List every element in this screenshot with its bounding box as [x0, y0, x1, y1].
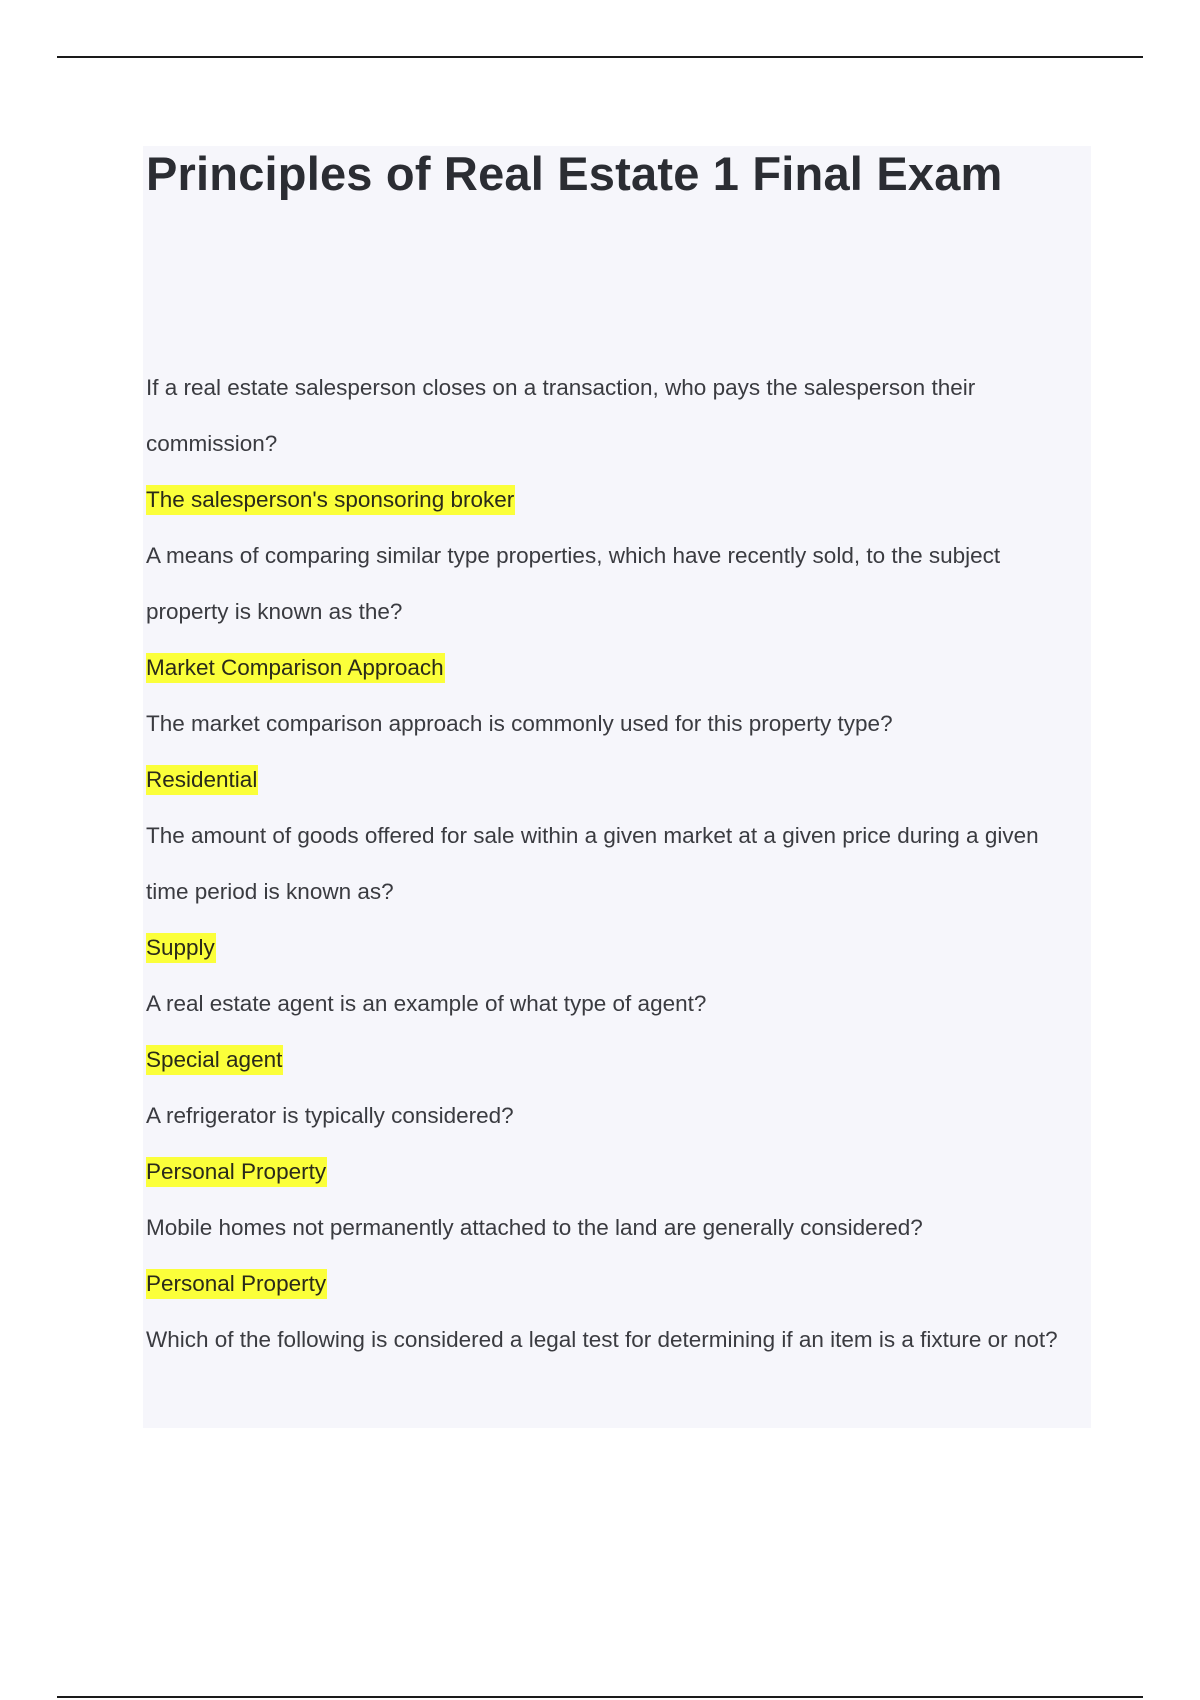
- document-page: [143, 146, 1091, 1428]
- answer-row: [146, 752, 1086, 808]
- question-text: A refrigerator is typically considered?: [146, 1103, 514, 1128]
- page-title: Principles of Real Estate 1 Final Exam: [146, 147, 1003, 200]
- question-text: If a real estate salesperson closes on a transaction, who pays the salesperson their commission?: [146, 375, 976, 456]
- question-text: A means of comparing similar type properties, which have recently sold, to the subject property is known as the?: [146, 543, 1001, 624]
- question-text: The market comparison approach is commonly used for this property type?: [146, 711, 893, 736]
- question-text: A real estate agent is an example of what type of agent?: [146, 991, 707, 1016]
- highlighted-answer: Personal Property: [146, 1157, 327, 1187]
- highlighted-answer: The salesperson's sponsoring broker: [146, 485, 515, 515]
- bottom-rule: [57, 1696, 1143, 1698]
- highlighted-answer: Market Comparison Approach: [146, 653, 445, 683]
- answer-row: [146, 472, 1086, 528]
- question-text: Which of the following is considered a legal test for determining if an item is a fixture or not?: [146, 1327, 1058, 1352]
- highlighted-answer: Residential: [146, 765, 258, 795]
- highlighted-answer: Supply: [146, 933, 216, 963]
- highlighted-answer: Personal Property: [146, 1269, 327, 1299]
- question-text: The amount of goods offered for sale within a given market at a given price during a given time period is known as?: [146, 823, 1039, 904]
- answer-row: [146, 640, 1086, 696]
- qa-list: [146, 360, 1086, 1368]
- answer-row: [146, 1144, 1086, 1200]
- answer-row: [146, 920, 1086, 976]
- top-rule: [57, 56, 1143, 58]
- answer-row: [146, 1032, 1086, 1088]
- question-text: Mobile homes not permanently attached to the land are generally considered?: [146, 1215, 923, 1240]
- highlighted-answer: Special agent: [146, 1045, 283, 1075]
- answer-row: [146, 1256, 1086, 1312]
